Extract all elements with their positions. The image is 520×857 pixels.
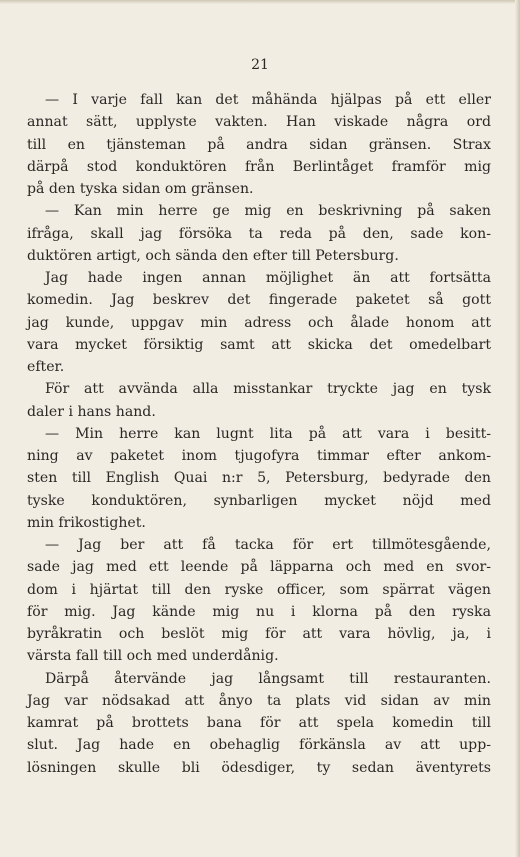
text-line: sade jag med ett leende på läpparna och med en svor- — [27, 559, 491, 576]
text-line: tyske konduktören, synbarligen mycket nöjd med — [27, 492, 491, 509]
text-line: daler i hans hand. — [27, 403, 156, 420]
text-line: efter. — [27, 359, 65, 375]
text-line: — Jag ber att få tacka för ert tillmötesgående, — [45, 537, 491, 553]
text-line: för mig. Jag kände mig nu i klorna på den ryska — [27, 603, 491, 620]
text-line: — I varje fall kan det måhända hjälpas på ett eller — [45, 92, 491, 108]
text-line: Jag var nödsakad att ånyo ta plats vid sidan av min — [27, 692, 491, 709]
text-line: min frikostighet. — [27, 514, 146, 531]
text-line: värsta fall till och med underdånig. — [27, 648, 279, 665]
page-top-edge — [0, 0, 520, 4]
text-line: kamrat på brottets bana för att spela komedin till — [27, 715, 491, 731]
text-line: till en tjänsteman på andra sidan gränsen. Strax — [27, 136, 491, 153]
text-line: ning av paketet inom tjugofyra timmar efter ankom- — [27, 448, 491, 464]
text-line: därpå stod konduktören från Berlintåget framför mig — [27, 158, 491, 175]
page-right-edge — [515, 0, 520, 857]
page-number: 21 — [251, 57, 269, 73]
text-line: — Min herre kan lugnt lita på att vara i besitt- — [45, 425, 491, 442]
text-line: — Kan min herre ge mig en beskrivning på saken — [45, 203, 491, 220]
text-line: på den tyska sidan om gränsen. — [27, 181, 254, 197]
text-line: ifråga, skall jag försöka ta reda på den, sade kon- — [27, 225, 491, 242]
text-line: dom i hjärtat till den ryske officer, som spärrat vägen — [27, 581, 491, 598]
text-line: komedin. Jag beskrev det fingerade paketet så gott — [27, 292, 491, 309]
body-text — [27, 89, 491, 779]
text-line: byråkratin och beslöt mig för att vara hövlig, ja, i — [27, 626, 491, 642]
text-line: sten till English Quai n:r 5, Petersburg, bedyrade den — [27, 470, 491, 487]
text-line: För att avvända alla misstankar tryckte jag en tysk — [45, 381, 491, 398]
text-line: vara mycket försiktig samt att skicka det omedelbart — [27, 336, 491, 353]
text-line: Därpå återvände jag långsamt till restauranten. — [45, 670, 491, 687]
text-line: annat sätt, upplyste vakten. Han viskade några ord — [27, 114, 491, 131]
text-line: Jag hade ingen annan möjlighet än att fortsätta — [45, 270, 491, 286]
text-line: jag kunde, uppgav min adress och ålade honom att — [27, 314, 491, 331]
text-line: duktören artigt, och sända den efter till Petersburg. — [27, 247, 399, 264]
text-line: slut. Jag hade en obehaglig förkänsla av att upp- — [27, 737, 491, 754]
text-line: lösningen skulle bli ödesdiger, ty sedan äventyrets — [27, 759, 491, 776]
